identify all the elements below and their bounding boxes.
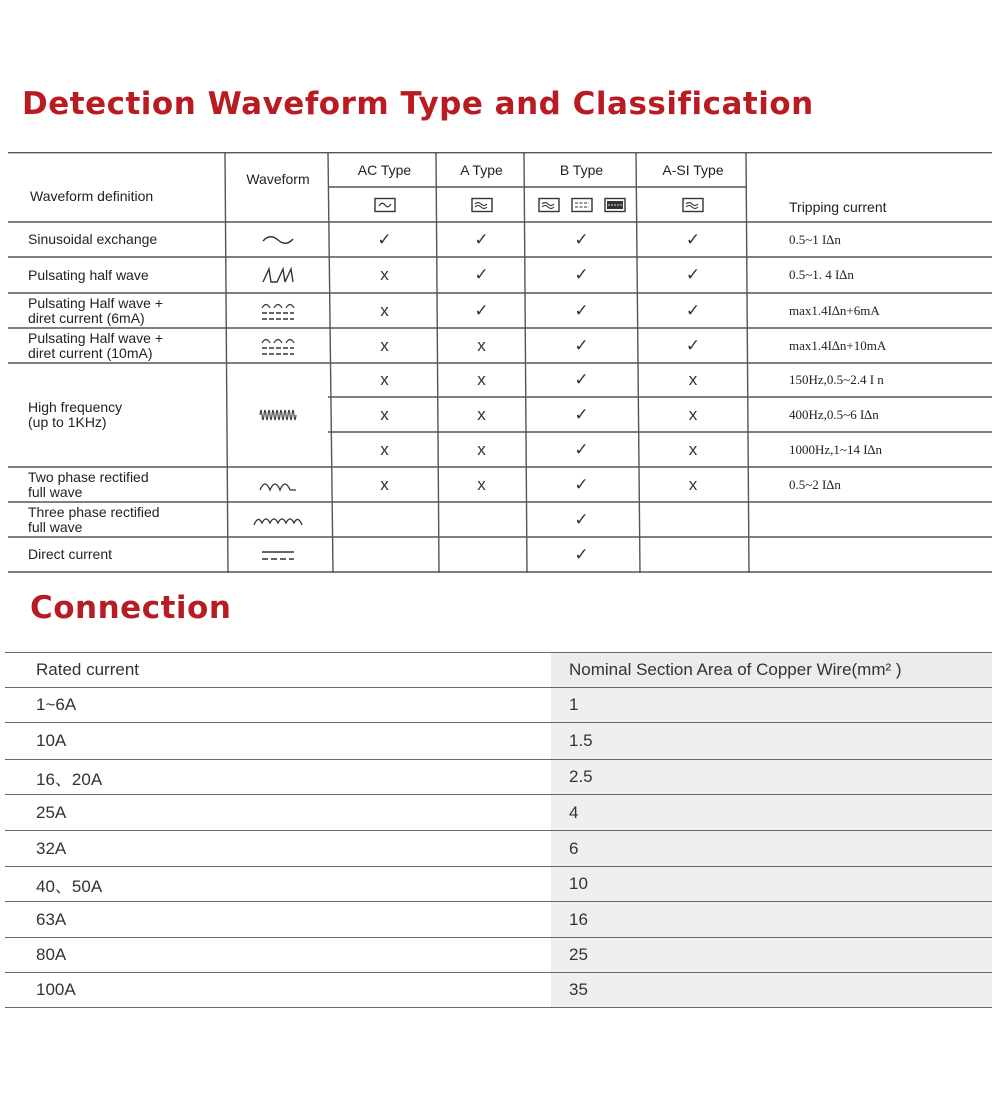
connection-row <box>5 795 992 831</box>
tripping-current-4-1 <box>749 397 992 432</box>
tripping-current-5-text: 0.5~2 I∆n <box>789 476 841 492</box>
b-mark-5-text: ✓ <box>574 474 589 494</box>
half-wave-dc-icon <box>260 335 296 357</box>
waveform-definition-0-text: Sinusoidal exchange <box>28 231 158 247</box>
asi-mark-4-2-text: x <box>688 439 698 459</box>
rated-current-cell: 63A <box>36 909 67 929</box>
header-waveform-text: Waveform <box>246 171 310 187</box>
wire-section-cell: 2.5 <box>551 760 992 794</box>
connection-title: Connection <box>30 590 232 626</box>
waveform-definition-3 <box>8 328 225 363</box>
a-mark-4-1 <box>439 397 524 432</box>
connection-row <box>5 723 992 760</box>
waveform-definition-2-text: Pulsating Half wave + diret current (6mA) <box>28 294 164 326</box>
rated-current-header: Rated current <box>36 660 139 679</box>
asi-mark-3-text: ✓ <box>685 335 701 355</box>
ac-mark-4-0 <box>333 363 436 397</box>
a-mark-5-text: x <box>477 474 486 494</box>
header-waveform <box>228 152 328 222</box>
a-mark-4-1-text: x <box>477 404 486 424</box>
wire-section-cell: 10 <box>551 867 992 901</box>
asi-mark-2-text: ✓ <box>685 300 701 320</box>
b-mark-1-text: ✓ <box>574 265 589 284</box>
a-mark-3-text: x <box>477 335 486 355</box>
a-mark-5 <box>439 467 524 502</box>
asi-mark-0-text: ✓ <box>685 229 701 249</box>
ac-mark-0 <box>333 222 436 257</box>
connection-row <box>5 902 992 938</box>
waveform-definition-2 <box>8 293 225 328</box>
b-mark-4-2 <box>527 432 636 467</box>
connection-row <box>5 688 992 723</box>
b-mark-4-2-text: ✓ <box>574 439 589 459</box>
b-mark-4-0 <box>527 363 636 397</box>
waveform-cell-4 <box>228 363 328 467</box>
wire-section-cell: 1 <box>551 688 992 722</box>
direct-current-icon <box>260 549 296 561</box>
tripping-current-2 <box>749 293 992 328</box>
tripping-current-4-2 <box>749 432 992 467</box>
waveform-cell-7 <box>228 537 328 572</box>
b-mark-7-text: ✓ <box>574 544 589 564</box>
wire-section-cell: 25 <box>551 938 992 972</box>
ac-mark-4-0-text: x <box>380 370 389 389</box>
tripping-current-4-0 <box>749 363 992 397</box>
waveform-definition-0 <box>8 222 225 257</box>
detection-table <box>8 152 992 573</box>
asi-mark-1 <box>640 257 746 293</box>
connection-row <box>5 867 992 902</box>
high-frequency-icon <box>258 404 298 426</box>
tripping-current-1 <box>749 257 992 293</box>
rated-current-cell: 1~6A <box>36 695 77 714</box>
waveform-definition-3-text: Pulsating Half wave + diret current (10mA) <box>28 329 164 361</box>
waveform-definition-5 <box>8 467 225 502</box>
asi-mark-4-0-text: x <box>688 370 698 389</box>
rated-current-cell: 25A <box>36 802 67 822</box>
wire-section-cell: 1.5 <box>551 723 992 759</box>
waveform-cell-0 <box>228 222 328 257</box>
a-mark-3 <box>439 328 524 363</box>
ac-type-icon <box>333 187 436 222</box>
rated-current-cell: 100A <box>36 980 76 999</box>
ac-mark-4-2-text: x <box>380 439 389 459</box>
asi-mark-4-1 <box>640 397 746 432</box>
a-mark-4-0-text: x <box>477 370 486 389</box>
header-asi-type-text: A-SI Type <box>662 161 724 178</box>
b-mark-2-text: ✓ <box>574 300 589 320</box>
waveform-cell-2 <box>228 293 328 328</box>
ac-mark-0-text: ✓ <box>377 229 392 249</box>
wire-section-cell: 4 <box>551 795 992 830</box>
a-mark-2 <box>439 293 524 328</box>
connection-row <box>5 938 992 973</box>
a-mark-1 <box>439 257 524 293</box>
ac-mark-5 <box>333 467 436 502</box>
a-mark-0 <box>439 222 524 257</box>
b-mark-1 <box>527 257 636 293</box>
waveform-definition-5-text: Two phase rectified full wave <box>28 468 149 500</box>
asi-mark-5-text: x <box>688 474 698 494</box>
tripping-current-5 <box>749 467 992 502</box>
ac-mark-2-text: x <box>380 300 389 320</box>
b-mark-0 <box>527 222 636 257</box>
asi-type-icon-svg <box>682 197 704 213</box>
rated-current-cell: 10A <box>36 731 67 750</box>
header-tripping-current <box>749 187 992 222</box>
rated-current-cell: 40、50A <box>36 876 103 896</box>
half-wave-dc-icon <box>260 300 296 322</box>
waveform-definition-7 <box>8 537 225 572</box>
asi-mark-0 <box>640 222 746 257</box>
b-mark-6-text: ✓ <box>574 509 589 529</box>
waveform-definition-6-text: Three phase rectified full wave <box>28 503 160 535</box>
waveform-cell-5 <box>228 467 328 502</box>
b-mark-0-text: ✓ <box>574 229 589 249</box>
header-ac-type <box>333 152 436 187</box>
asi-type-icon <box>640 187 746 222</box>
ac-mark-4-1 <box>333 397 436 432</box>
waveform-definition-4 <box>8 363 225 467</box>
b-mark-5 <box>527 467 636 502</box>
sine-wave-icon <box>261 233 295 247</box>
pulsating-half-wave-icon <box>261 266 295 284</box>
asi-mark-4-0 <box>640 363 746 397</box>
b-mark-6 <box>527 502 636 537</box>
tripping-current-1-text: 0.5~1. 4 I∆n <box>789 267 854 282</box>
b-mark-3 <box>527 328 636 363</box>
a-mark-4-2 <box>439 432 524 467</box>
wire-section-cell: 16 <box>551 902 992 937</box>
header-a-type-text: A Type <box>460 161 503 178</box>
tripping-current-3-text: max1.4I∆n+10mA <box>789 337 887 353</box>
a-mark-4-2-text: x <box>477 439 486 459</box>
rated-current-cell: 32A <box>36 838 67 858</box>
ac-mark-4-1-text: x <box>380 404 389 424</box>
asi-mark-4-1-text: x <box>688 404 698 424</box>
tripping-current-3 <box>749 328 992 363</box>
b-mark-4-0-text: ✓ <box>574 370 589 389</box>
three-phase-rectified-icon <box>252 513 304 527</box>
a-mark-0-text: ✓ <box>474 229 489 249</box>
ac-mark-3-text: x <box>380 335 389 355</box>
header-b-type <box>527 152 636 187</box>
header-asi-type <box>640 152 746 187</box>
waveform-definition-4-text: High frequency (up to 1KHz) <box>28 399 123 430</box>
asi-mark-5 <box>640 467 746 502</box>
b-mark-4-1 <box>527 397 636 432</box>
waveform-definition-7-text: Direct current <box>28 546 113 562</box>
wire-section-cell: 6 <box>551 831 992 866</box>
waveform-definition-1-text: Pulsating half wave <box>28 266 149 283</box>
connection-row <box>5 760 992 795</box>
a-mark-2-text: ✓ <box>474 300 489 320</box>
asi-mark-1-text: ✓ <box>685 265 701 284</box>
a-type-icon <box>439 187 524 222</box>
tripping-current-2-text: max1.4I∆n+6mA <box>789 302 880 318</box>
b-mark-2 <box>527 293 636 328</box>
a-mark-4-0 <box>439 363 524 397</box>
waveform-cell-1 <box>228 257 328 293</box>
ac-mark-3 <box>333 328 436 363</box>
tripping-current-4-0-text: 150Hz,0.5~2.4 I n <box>789 372 884 387</box>
ac-mark-1 <box>333 257 436 293</box>
tripping-current-0 <box>749 222 992 257</box>
rated-current-cell: 80A <box>36 945 67 964</box>
b-type-icon-svg <box>537 197 627 213</box>
wire-section-header: Nominal Section Area of Copper Wire(mm² ) <box>551 653 992 687</box>
connection-row <box>5 973 992 1008</box>
asi-mark-3 <box>640 328 746 363</box>
tripping-current-4-1-text: 400Hz,0.5~6 I∆n <box>789 406 879 422</box>
connection-header-row <box>5 652 992 688</box>
wire-section-cell: 35 <box>551 973 992 1007</box>
ac-mark-1-text: x <box>380 265 389 284</box>
header-waveform-definition-text: Waveform definition <box>30 187 154 204</box>
waveform-cell-6 <box>228 502 328 537</box>
a-mark-1-text: ✓ <box>474 265 489 284</box>
header-ac-type-text: AC Type <box>357 161 412 178</box>
detection-title: Detection Waveform Type and Classification <box>22 86 814 122</box>
waveform-definition-1 <box>8 257 225 293</box>
b-mark-3-text: ✓ <box>574 335 589 355</box>
tripping-current-4-2-text: 1000Hz,1~14 I∆n <box>789 441 882 457</box>
ac-mark-2 <box>333 293 436 328</box>
waveform-cell-3 <box>228 328 328 363</box>
b-mark-4-1-text: ✓ <box>574 404 589 424</box>
connection-table <box>5 652 992 1008</box>
asi-mark-2 <box>640 293 746 328</box>
header-waveform-definition <box>8 152 225 222</box>
b-type-icon <box>527 187 636 222</box>
ac-mark-5-text: x <box>380 474 389 494</box>
tripping-current-0-text: 0.5~1 I∆n <box>789 231 841 247</box>
connection-row <box>5 831 992 867</box>
b-mark-7 <box>527 537 636 572</box>
header-a-type <box>439 152 524 187</box>
asi-mark-4-2 <box>640 432 746 467</box>
rated-current-cell: 16、20A <box>36 769 103 789</box>
header-b-type-text: B Type <box>559 161 604 178</box>
two-phase-rectified-icon <box>258 478 298 492</box>
ac-mark-4-2 <box>333 432 436 467</box>
waveform-definition-6 <box>8 502 225 537</box>
ac-type-icon-svg <box>374 197 396 213</box>
a-type-icon-svg <box>471 197 493 213</box>
header-tripping-current-text: Tripping current <box>789 198 887 215</box>
